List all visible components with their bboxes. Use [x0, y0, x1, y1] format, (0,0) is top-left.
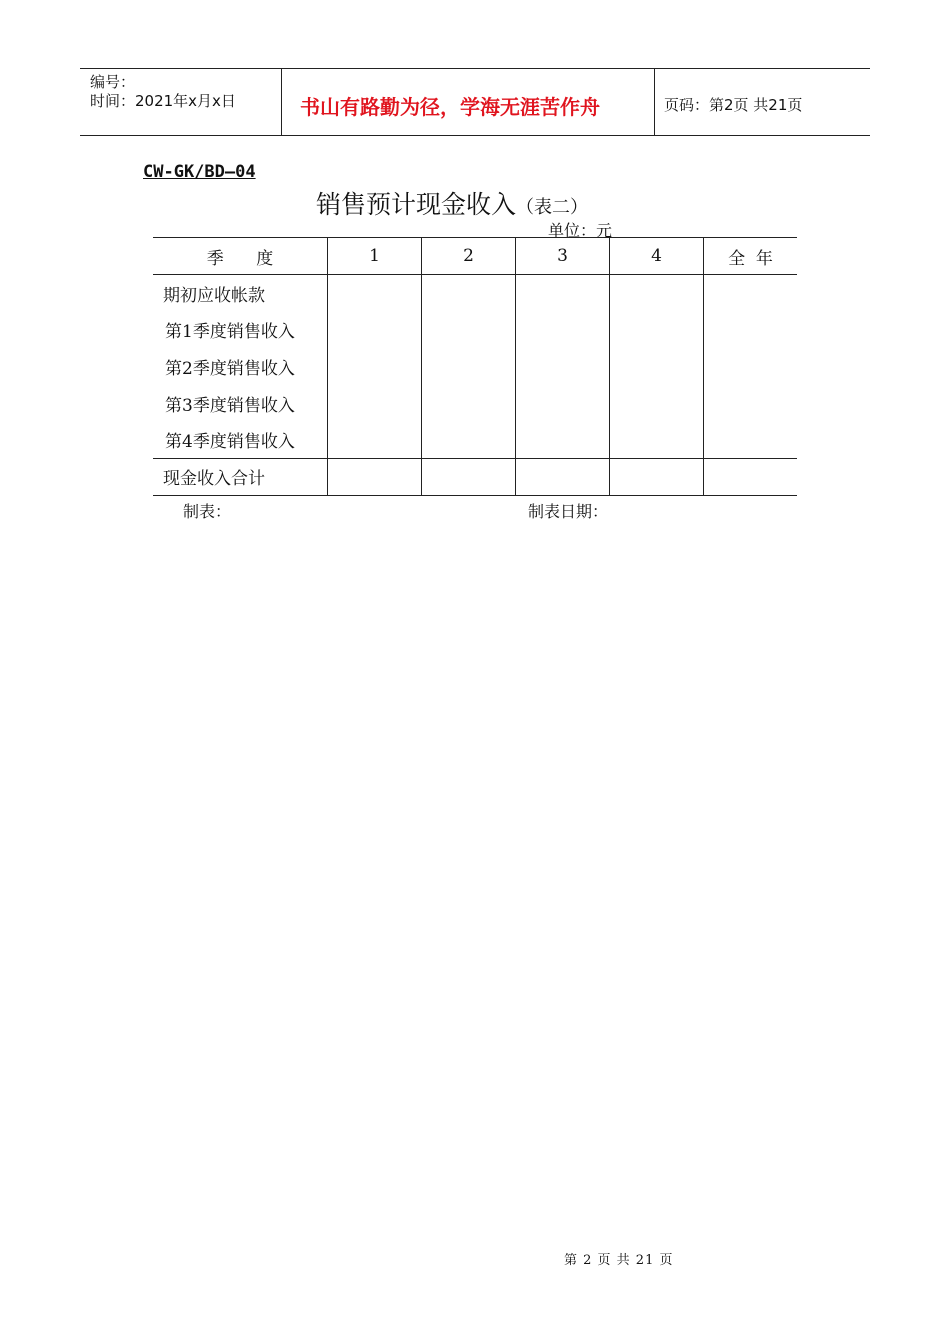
table-row	[153, 312, 797, 349]
table-cell	[610, 385, 704, 422]
header-divider-right	[654, 68, 655, 135]
header-col-year: 全 年	[704, 238, 798, 275]
doc-code: CW-GK/BD—04	[143, 162, 256, 182]
page-title	[316, 185, 588, 221]
table-header-row	[153, 238, 797, 275]
table-cell	[422, 458, 516, 495]
table-cell	[422, 385, 516, 422]
table-cell	[422, 312, 516, 349]
row-label: 第2季度销售收入	[165, 358, 295, 379]
table-cell	[610, 275, 704, 312]
table-cell	[516, 275, 610, 312]
table-cell	[704, 348, 798, 385]
table-cell	[516, 348, 610, 385]
row-label: 期初应收帐款	[163, 285, 265, 306]
table-cell	[516, 312, 610, 349]
table-cell	[516, 458, 610, 495]
table-cell	[610, 348, 704, 385]
table-cell	[328, 275, 422, 312]
table-cell	[328, 421, 422, 458]
page-info: 页码：第2页 共21页	[664, 96, 803, 114]
time-label: 时间：2021年x月x日	[90, 92, 236, 110]
table-cell	[704, 458, 798, 495]
row-label: 第3季度销售收入	[165, 395, 295, 416]
table-cell	[516, 385, 610, 422]
maker-label: 制表：	[183, 502, 232, 521]
table-row	[153, 275, 797, 312]
header-bottom-rule	[80, 135, 870, 136]
table-cell	[610, 312, 704, 349]
table-row	[153, 348, 797, 385]
doc-number-label: 编号：	[90, 73, 136, 91]
row-label: 第1季度销售收入	[165, 322, 295, 343]
title-suffix: （表二）	[516, 197, 589, 218]
cash-receipts-table	[153, 237, 797, 496]
table-cell	[704, 312, 798, 349]
page-footer: 第 2 页 共 21 页	[564, 1253, 674, 1268]
table-cell	[610, 458, 704, 495]
header-divider-left	[281, 68, 282, 135]
date-label: 制表日期：	[528, 502, 609, 521]
table-cell	[704, 275, 798, 312]
table-cell	[704, 385, 798, 422]
header-col-2: 2	[422, 238, 516, 275]
table-cell	[328, 312, 422, 349]
total-label: 现金收入合计	[153, 458, 328, 495]
table-cell	[328, 348, 422, 385]
header-top-rule	[80, 68, 870, 69]
unit-label: 单位：元	[548, 221, 613, 240]
header-quarter-label: 季 度	[153, 238, 328, 275]
table-cell	[422, 421, 516, 458]
header-col-3: 3	[516, 238, 610, 275]
table-cell	[704, 421, 798, 458]
table-total-row	[153, 458, 797, 495]
table-row	[153, 421, 797, 458]
table-cell	[328, 458, 422, 495]
table-cell	[422, 275, 516, 312]
table-cell	[610, 421, 704, 458]
table-row	[153, 385, 797, 422]
table-cell	[516, 421, 610, 458]
header-col-4: 4	[610, 238, 704, 275]
title-main: 销售预计现金收入	[316, 190, 517, 219]
header-col-1: 1	[328, 238, 422, 275]
row-label: 第4季度销售收入	[165, 432, 295, 453]
motto-text: 书山有路勤为径，学海无涯苦作舟	[300, 95, 600, 119]
table-cell	[422, 348, 516, 385]
table-cell	[328, 385, 422, 422]
